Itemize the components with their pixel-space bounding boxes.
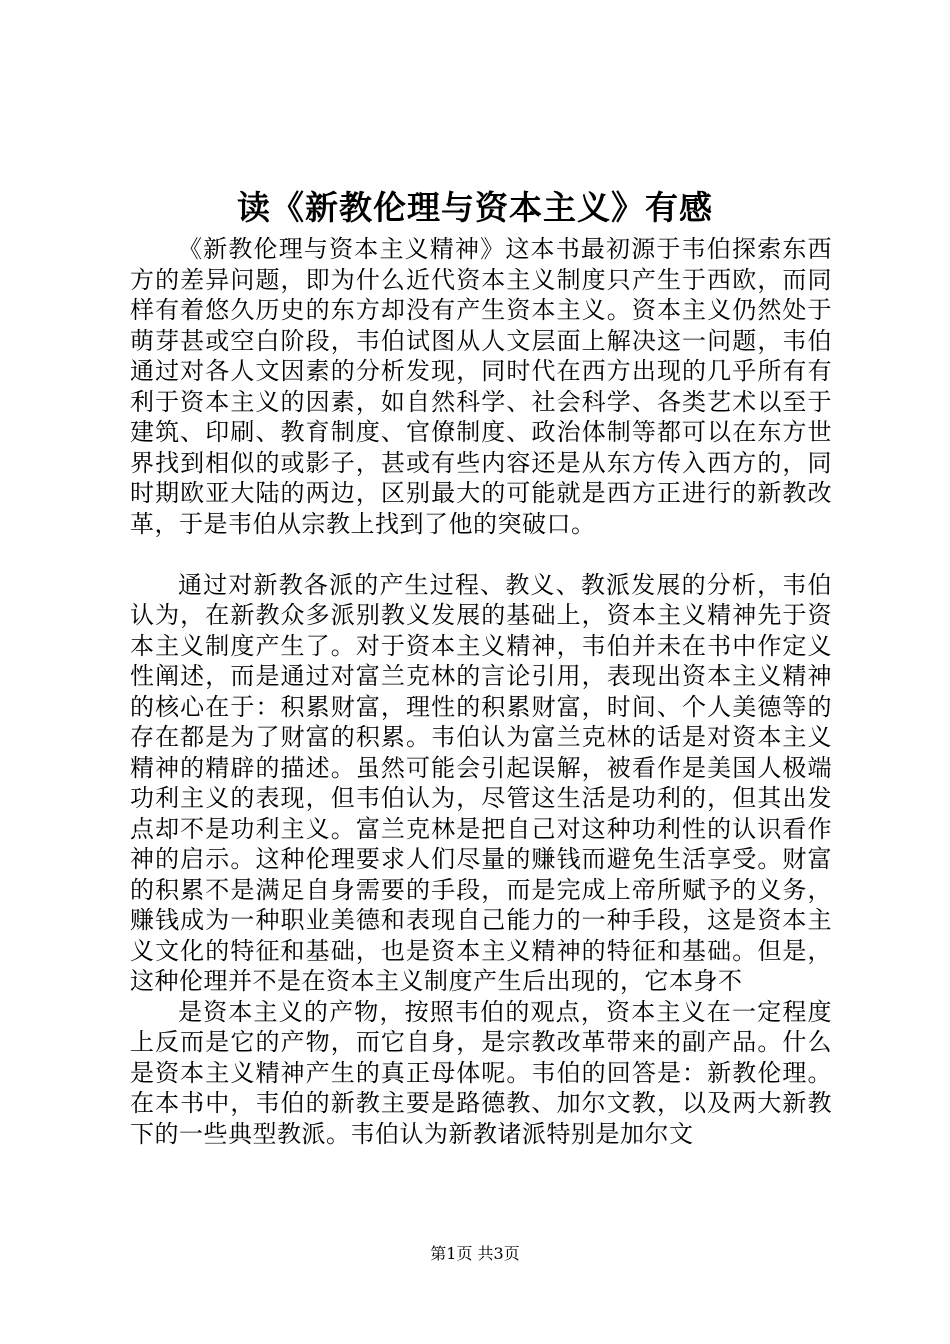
document-body xyxy=(130,234,832,1149)
paragraph-1: 《新教伦理与资本主义精神》这本书最初源于韦伯探索东西方的差异问题，即为什么近代资本主义制度只产生于西欧，而同样有着悠久历史的东方却没有产生资本主义。资本主义仍然处于萌芽甚或空白阶段，韦伯试图从人文层面上解决这一问题，韦伯通过对各人文因素的分析发现，同时代在西方出现的几乎所有有利于资本主义的因素，如自然科学、社会科学、各类艺术以至于建筑、印刷、教育制度、官僚制度、政治体制等都可以在东方世界找到相似的或影子，甚或有些内容还是从东方传入西方的，同时期欧亚大陆的两边，区别最大的可能就是西方正进行的新教改革，于是韦伯从宗教上找到了他的突破口。 xyxy=(130,235,832,538)
document-title: 读《新教伦理与资本主义》有感 xyxy=(237,188,713,227)
paragraph-2: 通过对新教各派的产生过程、教义、教派发展的分析，韦伯认为，在新教众多派别教义发展的基础上，资本主义精神先于资本主义制度产生了。对于资本主义精神，韦伯并未在书中作定义性阐述，而是通过对富兰克林的言论引用，表现出资本主义精神的核心在于：积累财富，理性的积累财富，时间、个人美德等的存在都是为了财富的积累。韦伯认为富兰克林的话是对资本主义精神的精辟的描述。虽然可能会引起误解，被看作是美国人极端功利主义的表现，但韦伯认为，尽管这生活是功利的，但其出发点却不是功利主义。富兰克林是把自己对这种功利性的认识看作神的启示。这种伦理要求人们尽量的赚钱而避免生活享受。财富的积累不是满足自身需要的手段，而是完成上帝所赋予的义务，赚钱成为一种职业美德和表现自己能力的一种手段，这是资本主义文化的特征和基础，也是资本主义精神的特征和基础。但是，这种伦理并不是在资本主义制度产生后出现的，它本身不 xyxy=(130,570,832,995)
paragraph-3: 是资本主义的产物，按照韦伯的观点，资本主义在一定程度上反而是它的产物，而它自身，是宗教改革带来的副产品。什么是资本主义精神产生的真正母体呢。韦伯的回答是：新教伦理。在本书中，韦伯的新教主要是路德教、加尔文教，以及两大新教下的一些典型教派。韦伯认为新教诸派特别是加尔文 xyxy=(130,997,832,1148)
page-number-footer: 第1页 共3页 xyxy=(430,1244,520,1263)
